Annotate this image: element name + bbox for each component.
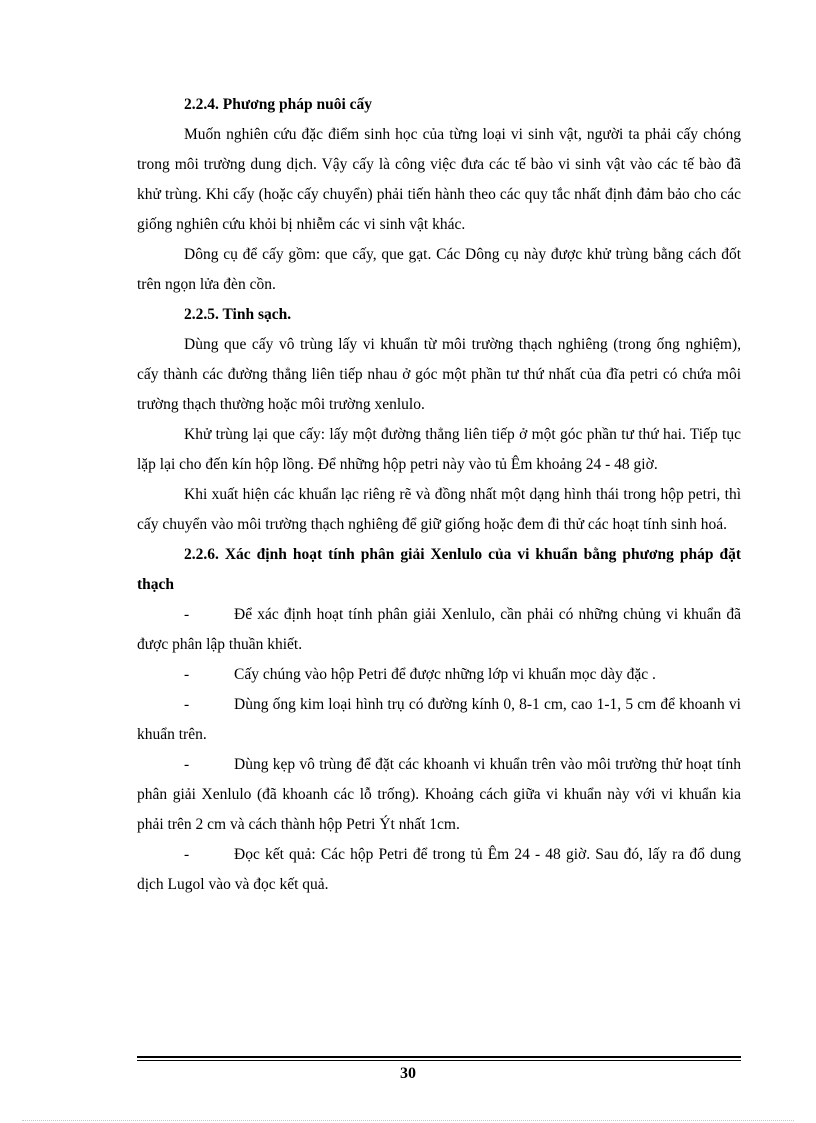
list-item [137,750,741,840]
heading-2-2-6: 2.2.6. Xác định hoạt tính phân giải Xenlulo của vi khuẩn bằng phương pháp đặt thạch [137,546,741,593]
page-number: 30 [400,1065,416,1082]
list-item [137,660,741,690]
list-item-text: Đọc kết quả: Các hộp Petri để trong tủ Êm 24 - 48 giờ. Sau đó, lấy ra đổ dung dịch Lugol vào và đọc kết quả. [137,846,741,893]
heading-2-2-5: 2.2.5. Tinh sạch. [184,306,292,323]
list-item-text: Để xác định hoạt tính phân giải Xenlulo, cần phải có những chủng vi khuẩn đã được phân lập thuần khiết. [137,606,741,653]
footer-rule [137,1060,741,1061]
footer-rule [137,1056,741,1058]
page-body [137,90,741,900]
heading-2-2-4: 2.2.4. Phương pháp nuôi cấy [184,96,373,113]
paragraph: Khử trùng lại que cấy: lấy một đường thẳng liên tiếp ở một góc phần tư thứ hai. Tiếp tục lặp lại cho đến kín hộp lồng. Để những hộp petri này vào tủ Êm khoảng 24 - 48 giờ. [137,426,741,473]
list-item-text: Dùng kẹp vô trùng để đặt các khoanh vi khuẩn trên vào môi trường thử hoạt tính phân giải Xenlulo (đã khoanh các lỗ trống). Khoảng cách giữa vi khuẩn này với vi khuẩn kia phải trên 2 cm và cách thành hộp Petri Ýt nhất 1cm. [137,756,741,833]
list-item [137,690,741,750]
list-item-text: Dùng ống kim loại hình trụ có đường kính 0, 8-1 cm, cao 1-1, 5 cm để khoanh vi khuẩn trên. [137,696,741,743]
list-item [137,840,741,900]
bullet-dash: - [184,666,190,683]
bullet-dash: - [184,756,190,773]
page-boundary [22,1120,794,1121]
paragraph: Muốn nghiên cứu đặc điểm sinh học của từng loại vi sinh vật, người ta phải cấy chóng trong môi trường dung dịch. Vậy cấy là công việc đưa các tế bào vi sinh vật vào các tế bào đã khử trùng. Khi cấy (hoặc cấy chuyển) phải tiến hành theo các quy tắc nhất định đảm bảo cho các giống nghiên cứu khỏi bị nhiễm các vi sinh vật khác. [137,126,741,233]
bullet-dash: - [184,846,190,863]
list-item-text: Cấy chúng vào hộp Petri để được những lớp vi khuẩn mọc dày đặc . [234,666,656,683]
paragraph: Dông cụ để cấy gồm: que cấy, que gạt. Các Dông cụ này được khử trùng bằng cách đốt trên ngọn lửa đèn cồn. [137,246,741,293]
paragraph: Khi xuất hiện các khuẩn lạc riêng rẽ và đồng nhất một dạng hình thái trong hộp petri, thì cấy chuyển vào môi trường thạch nghiêng để giữ giống hoặc đem đi thử các hoạt tính sinh hoá. [137,486,741,533]
paragraph: Dùng que cấy vô trùng lấy vi khuẩn từ môi trường thạch nghiêng (trong ống nghiệm), cấy thành các đường thẳng liên tiếp nhau ở góc một phần tư thứ nhất của đĩa petri có chứa môi trường thạch thường hoặc môi trường xenlulo. [137,336,741,413]
list-item [137,600,741,660]
bullet-dash: - [184,606,190,623]
bullet-dash: - [184,696,190,713]
